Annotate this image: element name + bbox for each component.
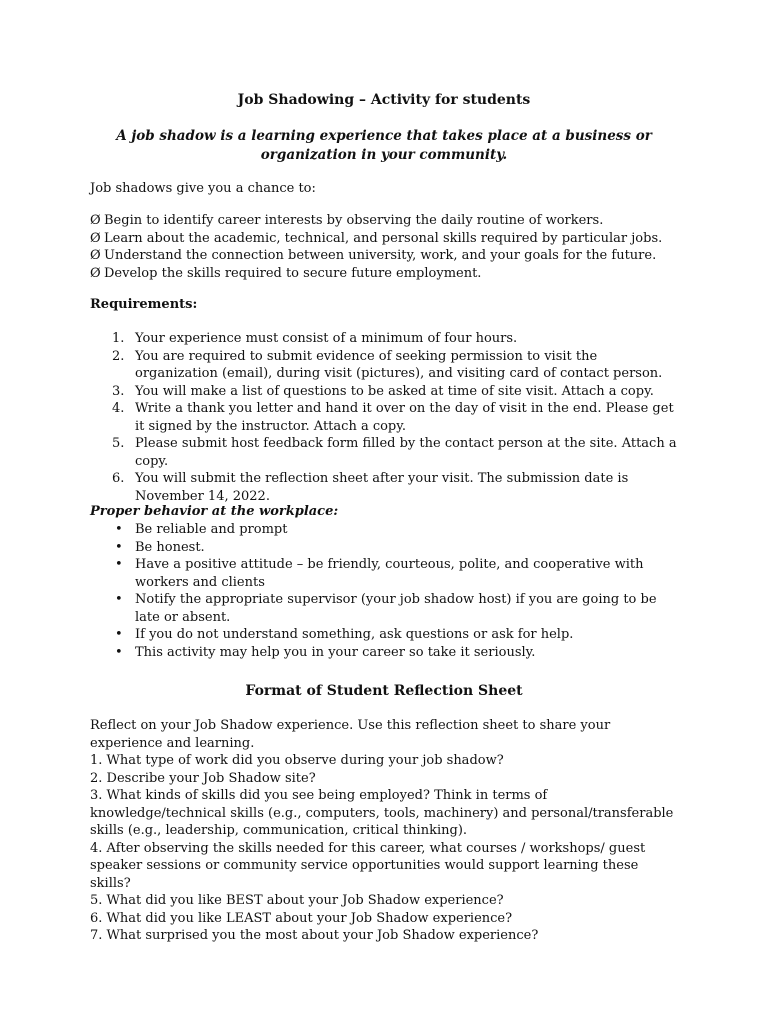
lead-text: Job shadows give you a chance to: xyxy=(90,181,316,196)
behavior-text: This activity may help you in your career so take it seriously. xyxy=(135,644,536,660)
behavior-item xyxy=(90,521,680,539)
bullet-icon: • xyxy=(115,627,123,642)
requirement-text: You will make a list of questions to be asked at time of site visit. Attach a copy. xyxy=(135,383,654,399)
requirements-heading: Requirements: xyxy=(90,297,198,312)
reflection-section xyxy=(90,717,680,945)
bullet-icon: • xyxy=(115,592,123,607)
reflection-question: 1. What type of work did you observe during your job shadow? xyxy=(90,753,504,768)
requirement-number: 4. xyxy=(112,401,125,416)
behavior-item xyxy=(90,556,680,591)
requirement-item xyxy=(90,330,680,348)
document-title: Job Shadowing – Activity for students xyxy=(237,92,531,108)
goals-list xyxy=(90,212,680,282)
requirement-number: 5. xyxy=(112,436,125,451)
requirement-text: Please submit host feedback form filled by the contact person at the site. Attach a copy. xyxy=(135,436,677,469)
requirements-list xyxy=(90,330,680,505)
reflection-question: 3. What kinds of skills did you see being employed? Think in terms of knowledge/technical skills (e.g., computers, tools, machinery) and personal/transferable skills (e.g., leadership, communication, critical thinking). xyxy=(90,788,674,838)
goal-text: Learn about the academic, technical, and personal skills required by particular jobs. xyxy=(104,230,663,246)
format-title: Format of Student Reflection Sheet xyxy=(245,683,523,699)
bullet-icon: • xyxy=(115,557,123,572)
bullet-icon: • xyxy=(115,539,123,555)
requirement-number: 6. xyxy=(112,471,125,486)
requirement-number: 3. xyxy=(112,383,125,399)
requirement-item xyxy=(90,400,680,435)
requirement-text: Write a thank you letter and hand it over on the day of visit in the end. Please get it signed by the instructor. Attach a copy. xyxy=(135,401,674,434)
requirement-item xyxy=(90,348,680,383)
reflection-question: 7. What surprised you the most about your Job Shadow experience? xyxy=(90,928,539,943)
requirement-number: 1. xyxy=(112,331,125,346)
reflection-question: 4. After observing the skills needed for this career, what courses / workshops/ guest speaker sessions or community service opportunities would support learning these skills? xyxy=(90,840,646,891)
requirement-text: You are required to submit evidence of seeking permission to visit the organization (email), during visit (pictures), and visiting card of contact person. xyxy=(135,348,663,381)
goal-text: Understand the connection between university, work, and your goals for the future. xyxy=(104,248,657,263)
behavior-text: Have a positive attitude – be friendly, courteous, polite, and cooperative with workers and clients xyxy=(135,557,644,590)
behavior-item xyxy=(90,591,680,626)
requirement-item xyxy=(90,470,680,505)
bullet-icon: • xyxy=(115,522,123,537)
goal-marker: Ø xyxy=(90,213,101,228)
bullet-icon: • xyxy=(115,644,123,660)
requirement-item xyxy=(90,435,680,470)
goal-item xyxy=(90,247,680,265)
behavior-item xyxy=(90,644,680,662)
behavior-list xyxy=(90,521,680,661)
requirement-item xyxy=(90,383,680,401)
goal-item xyxy=(90,212,680,230)
goal-item xyxy=(90,265,680,283)
behavior-text: Notify the appropriate supervisor (your job shadow host) if you are going to be late or absent. xyxy=(135,592,657,625)
behavior-item xyxy=(90,626,680,644)
intro-statement: A job shadow is a learning experience that takes place at a business or organization in your community. xyxy=(116,128,652,163)
behavior-text: If you do not understand something, ask questions or ask for help. xyxy=(135,627,574,642)
behavior-text: Be honest. xyxy=(135,539,205,555)
goal-marker: Ø xyxy=(90,230,101,246)
reflection-question: 5. What did you like BEST about your Job Shadow experience? xyxy=(90,893,504,908)
reflection-intro: Reflect on your Job Shadow experience. Use this reflection sheet to share your experience and learning. xyxy=(90,718,611,751)
behavior-text: Be reliable and prompt xyxy=(135,522,288,537)
goal-item xyxy=(90,230,680,248)
behavior-heading: Proper behavior at the workplace: xyxy=(90,504,339,519)
reflection-question: 2. Describe your Job Shadow site? xyxy=(90,770,316,786)
goal-marker: Ø xyxy=(90,248,101,263)
requirement-number: 2. xyxy=(112,348,125,364)
requirement-text: You will submit the reflection sheet after your visit. The submission date is November 14, 2022. xyxy=(135,471,629,504)
requirement-text: Your experience must consist of a minimum of four hours. xyxy=(135,331,518,346)
goal-text: Develop the skills required to secure future employment. xyxy=(104,265,482,281)
goal-marker: Ø xyxy=(90,265,101,281)
behavior-item xyxy=(90,539,680,557)
goal-text: Begin to identify career interests by observing the daily routine of workers. xyxy=(104,213,604,228)
reflection-question: 6. What did you like LEAST about your Job Shadow experience? xyxy=(90,910,513,926)
